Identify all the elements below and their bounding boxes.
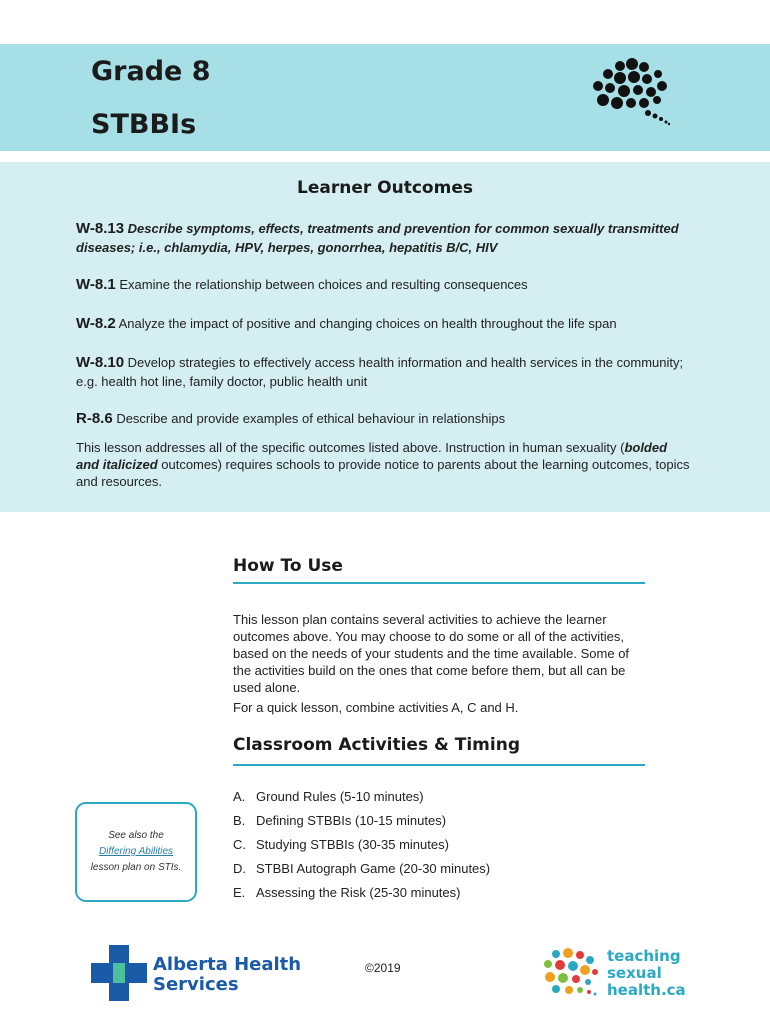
outcome-text: Describe symptoms, effects, treatments and prevention for common sexually transmitted diseases; i.e., chlamydia, HPV, herpes, gonorrhea, hepatitis B/C, HIV — [76, 221, 679, 255]
activity-letter: D. — [233, 861, 246, 876]
outcome-w-8-10 — [76, 353, 686, 391]
activity-letter: C. — [233, 837, 246, 852]
ahs-wordmark — [153, 955, 301, 995]
outcome-text: Examine the relationship between choices and resulting consequences — [119, 277, 528, 292]
list-item — [233, 861, 490, 885]
activity-text: STBBI Autograph Game (20-30 minutes) — [256, 861, 491, 876]
callout-line: See also the — [108, 830, 164, 841]
see-also-callout — [75, 802, 197, 902]
topic-title: STBBIs — [91, 109, 197, 140]
outcome-w-8-13 — [76, 219, 686, 257]
speech-bubble-dots-icon — [590, 58, 672, 126]
list-item — [233, 789, 490, 813]
outcomes-title: Learner Outcomes — [297, 178, 473, 198]
note-text: outcomes) requires schools to provide notice to parents about the learning outcomes, topics and resources. — [76, 457, 690, 489]
copyright: ©2019 — [365, 961, 401, 975]
tsh-line: health.ca — [607, 981, 686, 999]
grade-title: Grade 8 — [91, 56, 211, 87]
ahs-cross-logo-icon — [91, 945, 147, 1001]
outcome-w-8-1 — [76, 275, 686, 294]
note-text: This lesson addresses all of the specific outcomes listed above. Instruction in human sexuality ( — [76, 440, 625, 455]
quick-lesson-text: For a quick lesson, combine activities A, C and H. — [233, 700, 519, 715]
outcome-code: W-8.2 — [76, 315, 116, 332]
outcome-code: W-8.10 — [76, 354, 125, 371]
outcome-r-8-6 — [76, 409, 686, 428]
activity-letter: B. — [233, 813, 246, 828]
teaching-sexual-health-dots-icon — [542, 948, 602, 998]
tsh-line: sexual — [607, 964, 662, 982]
outcome-code: W-8.1 — [76, 276, 116, 293]
activity-text: Studying STBBIs (30-35 minutes) — [256, 837, 449, 852]
note-emphasis: bolded and italicized — [76, 440, 668, 472]
ahs-line: Services — [153, 974, 239, 995]
ahs-line: Alberta Health — [153, 954, 302, 975]
activity-list — [233, 789, 490, 909]
list-item — [233, 813, 490, 837]
how-to-use-text: This lesson plan contains several activities to achieve the learner outcomes above. You may choose to do some or all of the activities, based on the needs of your students and the time available. Some of the activities build on the ones that come before them, but all can be used alone. — [233, 612, 630, 695]
list-item — [233, 837, 490, 861]
divider — [233, 582, 645, 584]
outcome-text: Develop strategies to effectively access health information and health services in the community; e.g. health hot line, family doctor, public health unit — [76, 355, 684, 389]
callout-line: lesson plan on STIs. — [90, 862, 182, 873]
activity-letter: E. — [233, 885, 246, 900]
outcome-text: Describe and provide examples of ethical behaviour in relationships — [116, 411, 506, 426]
outcome-code: R-8.6 — [76, 410, 113, 427]
activity-text: Defining STBBIs (10-15 minutes) — [256, 813, 447, 828]
outcome-text: Analyze the impact of positive and changing choices on health throughout the life span — [118, 316, 617, 331]
activity-letter: A. — [233, 789, 246, 804]
lesson-note — [76, 439, 691, 490]
activity-text: Ground Rules (5-10 minutes) — [256, 789, 424, 804]
outcome-w-8-2 — [76, 314, 686, 333]
activities-title: Classroom Activities & Timing — [233, 735, 520, 755]
tsh-wordmark — [607, 948, 686, 999]
differing-abilities-link[interactable]: Differing Abilities — [98, 846, 174, 857]
outcome-code: W-8.13 — [76, 220, 125, 237]
list-item — [233, 885, 490, 909]
how-to-use-title: How To Use — [233, 556, 343, 576]
divider — [233, 764, 645, 766]
tsh-line: teaching — [607, 947, 681, 965]
activity-text: Assessing the Risk (25-30 minutes) — [256, 885, 461, 900]
